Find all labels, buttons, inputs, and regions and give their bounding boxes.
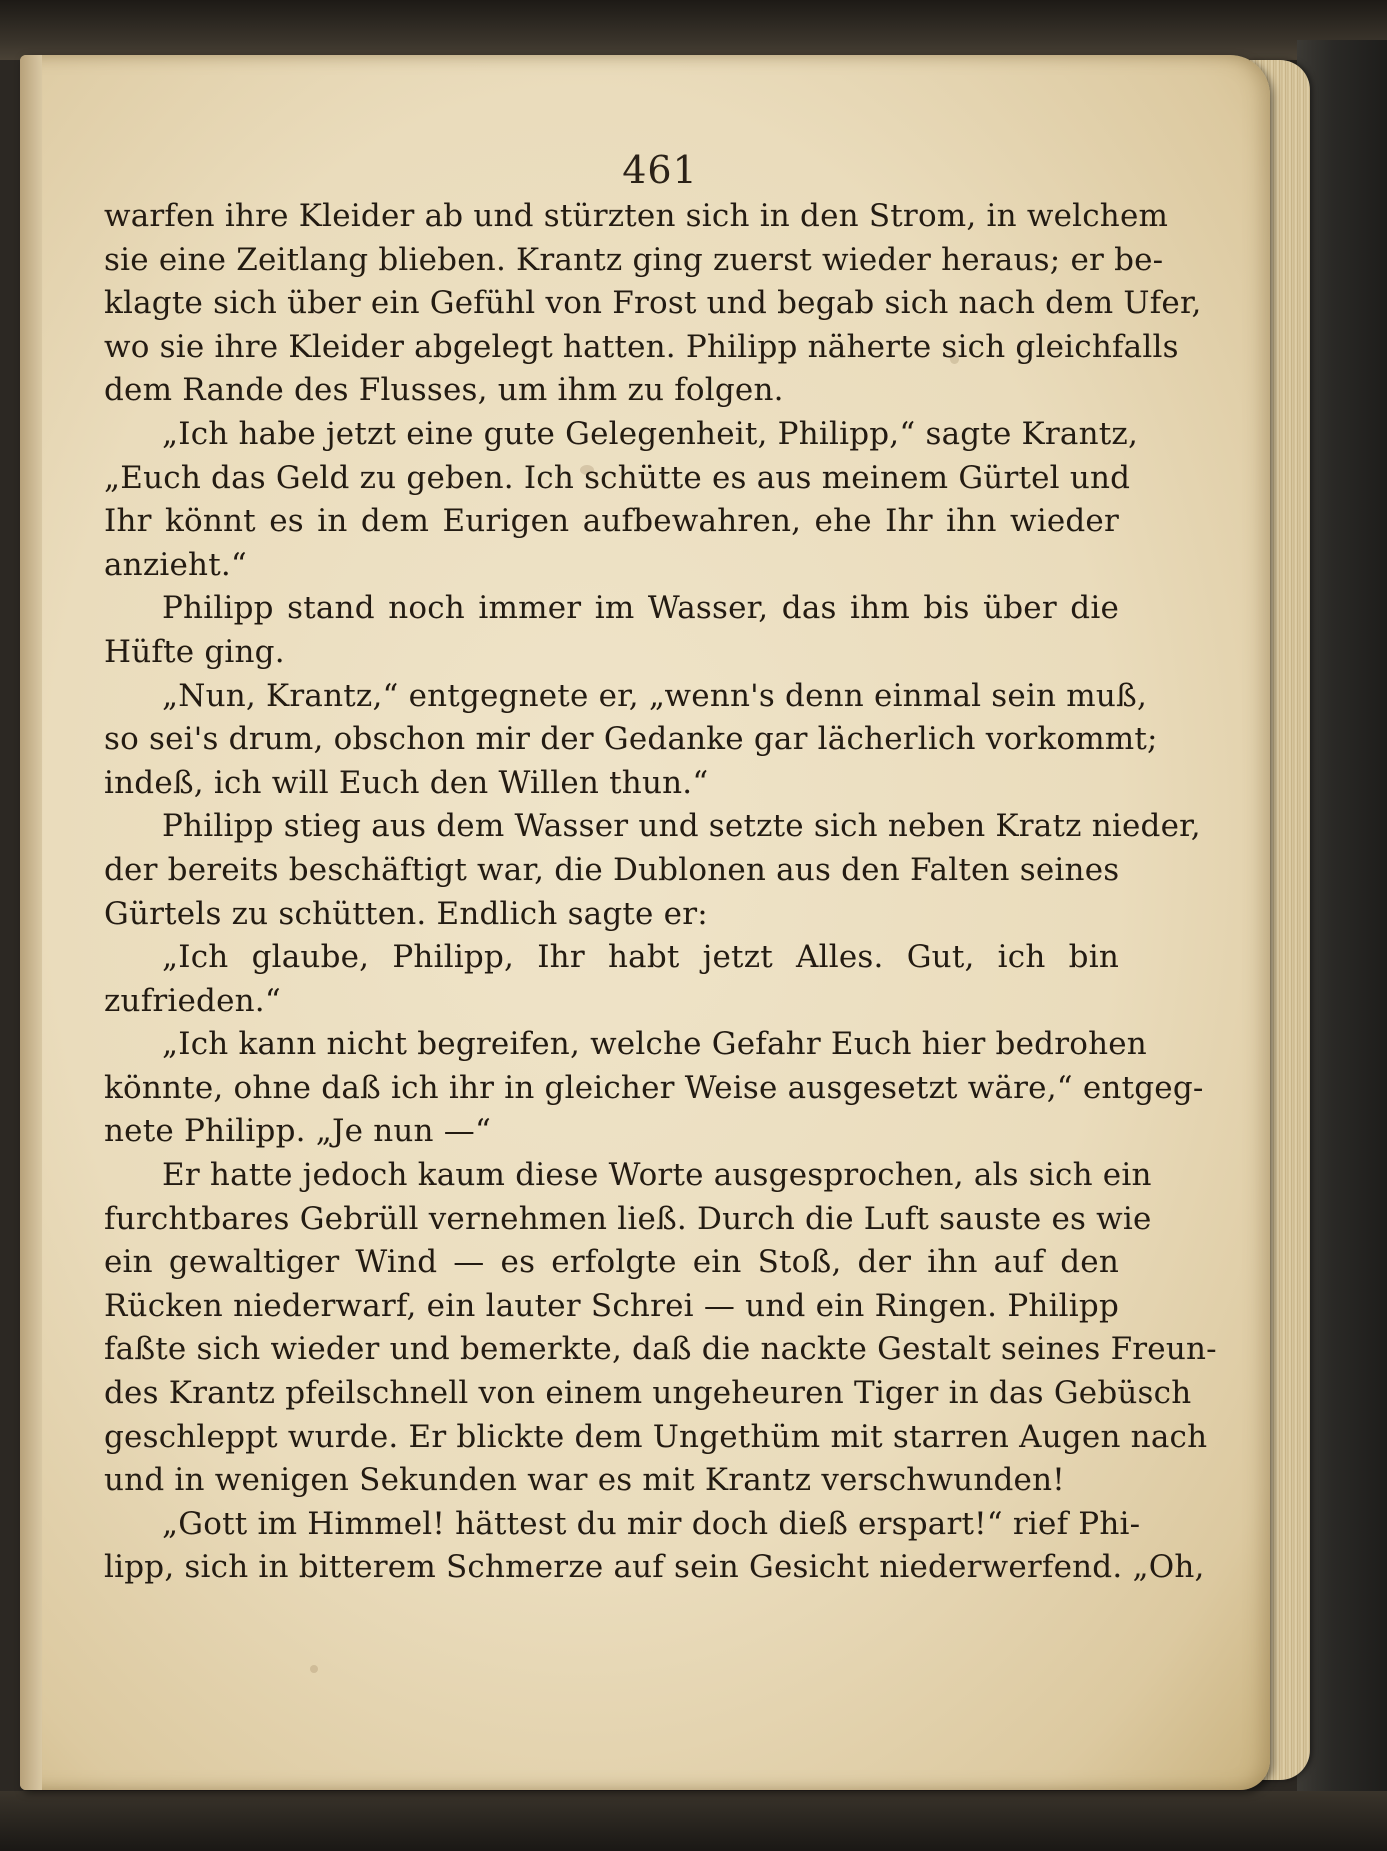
text-line: nete Philipp. „Je nun —“ [104, 1113, 492, 1150]
text-line: zufrieden.“ [104, 982, 281, 1019]
text-line: und in wenigen Sekunden war es mit Krantz verschwunden! [104, 1462, 1065, 1499]
text-line: „Ich glaube, Philipp, Ihr habt jetzt Alles. Gut, ich bin [162, 939, 1119, 976]
text-line: Gürtels zu schütten. Endlich sagte er: [104, 895, 708, 932]
text-line: faßte sich wieder und bemerkte, daß die nackte Gestalt seines Freun- [104, 1331, 1217, 1368]
text-line: Rücken niederwarf, ein lauter Schrei — und ein Ringen. Philipp [104, 1287, 1119, 1324]
text-line: Hüfte ging. [104, 633, 285, 670]
text-line: warfen ihre Kleider ab und stürzten sich in den Strom, in welchem [104, 198, 1169, 234]
text-line: Philipp stand noch immer im Wasser, das ihm bis über die [162, 590, 1119, 627]
text-line: sie eine Zeitlang blieben. Krantz ging zuerst wieder heraus; er be- [104, 241, 1164, 278]
page-gutter [20, 55, 42, 1790]
text-line: „Nun, Krantz,“ entgegnete er, „wenn's denn einmal sein muß, [162, 677, 1147, 714]
text-line: Philipp stieg aus dem Wasser und setzte sich neben Kratz nieder, [162, 808, 1201, 845]
text-line: Ihr könnt es in dem Eurigen aufbewahren, ehe Ihr ihn wieder [104, 503, 1119, 540]
text-line: „Ich kann nicht begreifen, welche Gefahr Euch hier bedrohen [162, 1026, 1147, 1063]
text-line: „Gott im Himmel! hättest du mir doch dieß erspart!“ rief Phi- [162, 1505, 1141, 1542]
text-line: des Krantz pfeilschnell von einem ungeheuren Tiger in das Gebüsch [104, 1375, 1192, 1412]
text-line: ein gewaltiger Wind — es erfolgte ein Stoß, der ihn auf den [104, 1244, 1119, 1281]
text-line: „Euch das Geld zu geben. Ich schütte es aus meinem Gürtel und [104, 459, 1131, 496]
text-line: dem Rande des Flusses, um ihm zu folgen. [104, 372, 784, 409]
text-line: anzieht.“ [104, 546, 247, 583]
text-line: so sei's drum, obschon mir der Gedanke gar lächerlich vorkommt; [104, 721, 1158, 758]
text-line: der bereits beschäftigt war, die Dublonen aus den Falten seines [104, 851, 1120, 888]
text-line: „Ich habe jetzt eine gute Gelegenheit, Philipp,“ sagte Krantz, [162, 415, 1139, 452]
body-text [104, 195, 1217, 1590]
paper-spot [310, 1665, 318, 1673]
book-cover-bottom [0, 1791, 1387, 1851]
text-line: geschleppt wurde. Er blickte dem Ungethüm mit starren Augen nach [104, 1418, 1208, 1455]
text-line: Er hatte jedoch kaum diese Worte ausgesprochen, als sich ein [162, 1157, 1152, 1194]
page-number: 461 [622, 148, 698, 192]
text-line: lipp, sich in bitterem Schmerze auf sein Gesicht niederwerfend. „Oh, [104, 1549, 1205, 1586]
text-line: indeß, ich will Euch den Willen thun.“ [104, 764, 709, 801]
text-line: furchtbares Gebrüll vernehmen ließ. Durch die Luft sauste es wie [104, 1200, 1152, 1237]
book-page [20, 55, 1270, 1790]
text-line: könnte, ohne daß ich ihr in gleicher Weise ausgesetzt wäre,“ entgeg- [104, 1069, 1204, 1106]
book-cover-right [1297, 40, 1387, 1851]
text-line: wo sie ihre Kleider abgelegt hatten. Philipp näherte sich gleichfalls [104, 328, 1179, 365]
text-line: klagte sich über ein Gefühl von Frost und begab sich nach dem Ufer, [104, 285, 1202, 322]
book-cover-top [0, 0, 1387, 60]
